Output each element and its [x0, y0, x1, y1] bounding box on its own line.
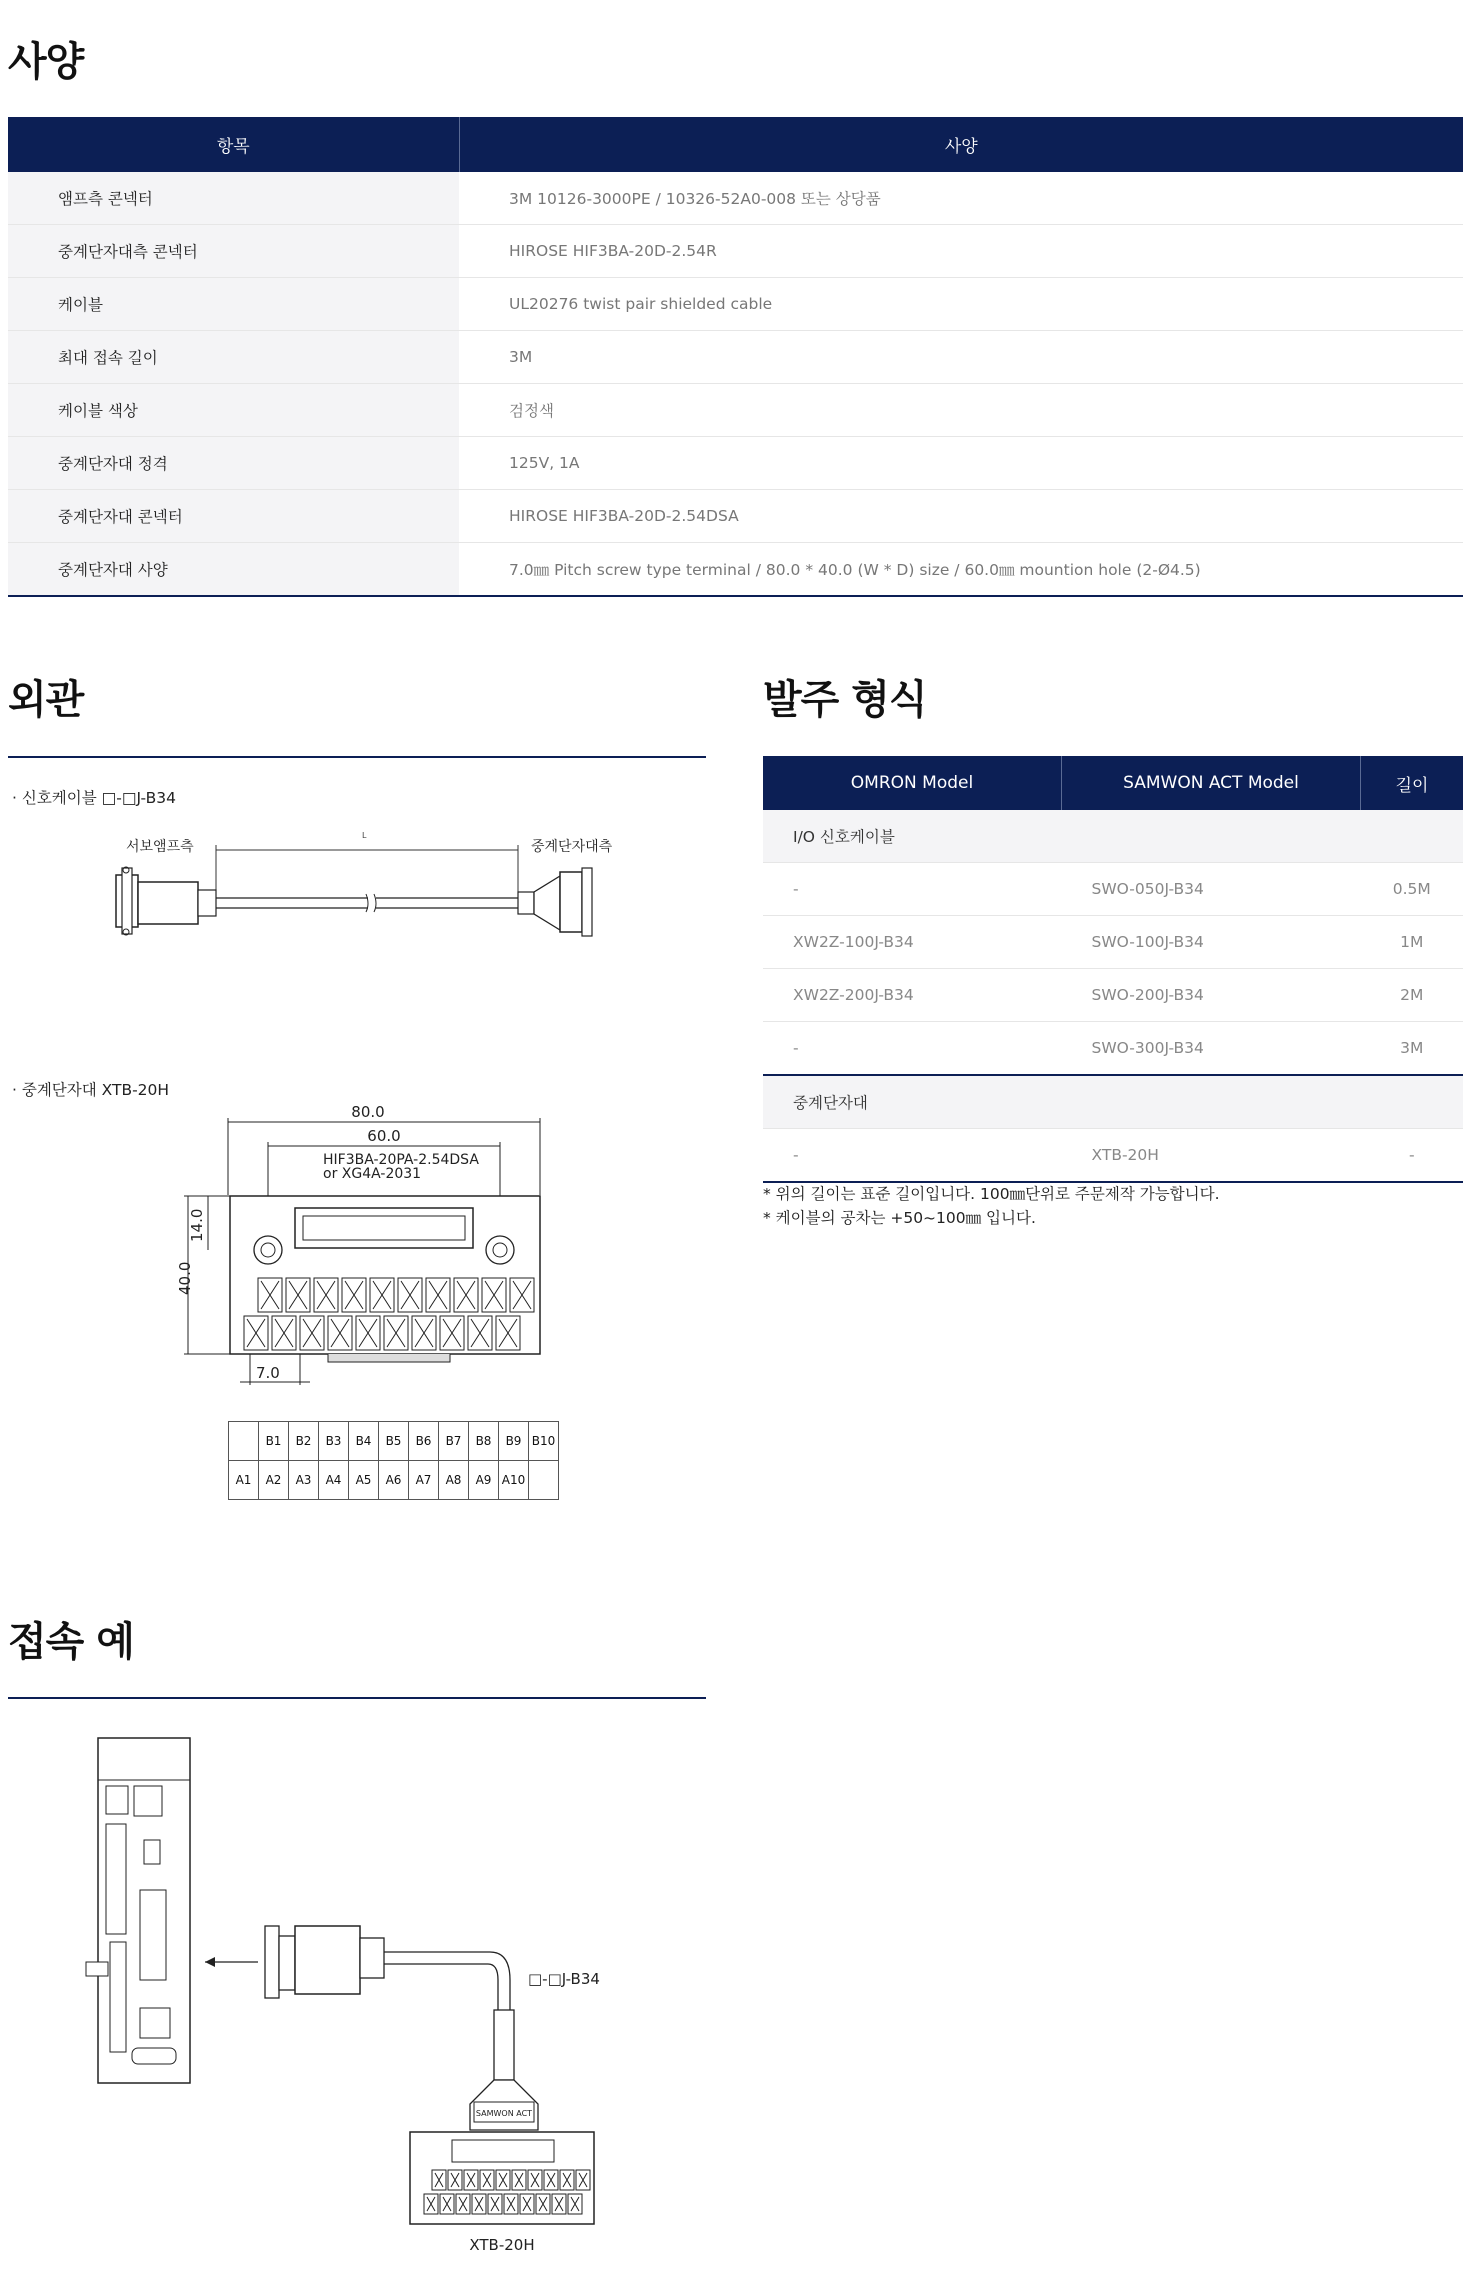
- dim-14: 14.0: [188, 1208, 206, 1242]
- order-title: 발주 형식: [763, 677, 927, 723]
- pin-cell: B5: [379, 1422, 409, 1461]
- connection-drawing: [60, 1730, 620, 2260]
- connection-title: 접속 예: [8, 1619, 134, 1665]
- pin-cell: B8: [469, 1422, 499, 1461]
- pin-cell: B3: [319, 1422, 349, 1461]
- group-row: [763, 1075, 1463, 1129]
- pin-cell: B9: [499, 1422, 529, 1461]
- table-row: [8, 490, 1463, 543]
- spec-table: [8, 117, 1463, 597]
- spec-key: 중계단자대측 콘넥터: [8, 225, 459, 278]
- length: -: [1361, 1129, 1464, 1183]
- samwon-model: SWO-200J-B34: [1062, 969, 1361, 1022]
- note-line: * 위의 길이는 표준 길이입니다. 100㎜단위로 주문제작 가능합니다.: [763, 1185, 1220, 1203]
- omron-model: -: [763, 1129, 1062, 1183]
- spec-value: 125V, 1A: [459, 437, 1463, 490]
- pin-cell: A6: [379, 1461, 409, 1500]
- samwon-model: SWO-300J-B34: [1062, 1022, 1361, 1076]
- order-notes: [763, 1182, 1220, 1230]
- spec-key: 중계단자대 사양: [8, 543, 459, 597]
- spec-key: 중계단자대 정격: [8, 437, 459, 490]
- conn-note-1: HIF3BA-20PA-2.54DSA: [323, 1152, 479, 1168]
- spec-value: 3M: [459, 331, 1463, 384]
- table-row: [8, 437, 1463, 490]
- table-row: [763, 969, 1463, 1022]
- table-row: [8, 331, 1463, 384]
- pin-cell: B4: [349, 1422, 379, 1461]
- pin-cell: A7: [409, 1461, 439, 1500]
- table-row: [8, 225, 1463, 278]
- group-label: 중계단자대: [763, 1075, 1463, 1129]
- block-model-label: XTB-20H: [469, 2236, 535, 2254]
- pin-cell: A5: [349, 1461, 379, 1500]
- appearance-title: 외관: [8, 677, 84, 723]
- pin-table: [228, 1421, 559, 1500]
- pin-cell: A3: [289, 1461, 319, 1500]
- spec-value: 7.0㎜ Pitch screw type terminal / 80.0 * 40.0 (W * D) size / 60.0㎜ mountion hole (2-Ø4.5): [459, 543, 1463, 597]
- dim-40: 40.0: [176, 1261, 194, 1295]
- connection-divider: [8, 1697, 706, 1699]
- pin-cell: B2: [289, 1422, 319, 1461]
- pin-cell: B1: [259, 1422, 289, 1461]
- omron-model: XW2Z-100J-B34: [763, 916, 1062, 969]
- term-side-label: 중계단자대측: [531, 839, 613, 855]
- samwon-model: XTB-20H: [1062, 1129, 1361, 1183]
- pin-cell: A2: [259, 1461, 289, 1500]
- omron-model: -: [763, 863, 1062, 916]
- pin-cell: B6: [409, 1422, 439, 1461]
- note-line: * 케이블의 공차는 +50~100㎜ 입니다.: [763, 1209, 1036, 1227]
- spec-value: HIROSE HIF3BA-20D-2.54DSA: [459, 490, 1463, 543]
- omron-model: -: [763, 1022, 1062, 1076]
- order-header-samwon: SAMWON ACT Model: [1062, 756, 1361, 810]
- pin-cell: A1: [229, 1461, 259, 1500]
- spec-value: UL20276 twist pair shielded cable: [459, 278, 1463, 331]
- pin-cell: A10: [499, 1461, 529, 1500]
- spec-key: 중계단자대 콘넥터: [8, 490, 459, 543]
- table-row: [763, 1022, 1463, 1076]
- spec-value: 3M 10126-3000PE / 10326-52A0-008 또는 상당품: [459, 172, 1463, 225]
- spec-value: 검정색: [459, 384, 1463, 437]
- pin-row-a: [229, 1461, 559, 1500]
- order-header-omron: OMRON Model: [763, 756, 1062, 810]
- pin-cell: B7: [439, 1422, 469, 1461]
- length-mark: L: [362, 831, 367, 840]
- pin-cell: B10: [529, 1422, 559, 1461]
- order-header-length: 길이: [1361, 756, 1464, 810]
- length: 2M: [1361, 969, 1464, 1022]
- dim-60: 60.0: [367, 1127, 401, 1145]
- pin-cell: A4: [319, 1461, 349, 1500]
- cable-model-label: □-□J-B34: [528, 1970, 600, 1988]
- group-label: I/O 신호케이블: [763, 810, 1463, 863]
- block-label: · 중계단자대 XTB-20H: [12, 1081, 170, 1099]
- table-row: [8, 278, 1463, 331]
- pin-cell: A9: [469, 1461, 499, 1500]
- dim-80: 80.0: [351, 1103, 385, 1121]
- length: 1M: [1361, 916, 1464, 969]
- table-row: [763, 916, 1463, 969]
- table-row: [763, 863, 1463, 916]
- dim-7: 7.0: [256, 1364, 280, 1382]
- table-row: [763, 1129, 1463, 1183]
- appearance-divider: [8, 756, 706, 758]
- terminal-block-drawing: [160, 1100, 560, 1400]
- spec-header-spec: 사양: [459, 117, 1463, 172]
- samwon-model: SWO-100J-B34: [1062, 916, 1361, 969]
- spec-key: 케이블 색상: [8, 384, 459, 437]
- table-row: [8, 384, 1463, 437]
- pin-cell: A8: [439, 1461, 469, 1500]
- group-row: [763, 810, 1463, 863]
- table-row: [8, 172, 1463, 225]
- spec-key: 앰프측 콘넥터: [8, 172, 459, 225]
- cable-drawing: [100, 820, 620, 960]
- conn-note-2: or XG4A-2031: [323, 1166, 422, 1182]
- spec-key: 최대 접속 길이: [8, 331, 459, 384]
- spec-title: 사양: [8, 39, 84, 85]
- brand-label: SAMWON ACT: [475, 2109, 533, 2118]
- cable-label: · 신호케이블 □-□J-B34: [12, 789, 176, 807]
- pin-row-b: [229, 1422, 559, 1461]
- samwon-model: SWO-050J-B34: [1062, 863, 1361, 916]
- spec-key: 케이블: [8, 278, 459, 331]
- omron-model: XW2Z-200J-B34: [763, 969, 1062, 1022]
- length: 0.5M: [1361, 863, 1464, 916]
- spec-header-item: 항목: [8, 117, 459, 172]
- length: 3M: [1361, 1022, 1464, 1076]
- spec-value: HIROSE HIF3BA-20D-2.54R: [459, 225, 1463, 278]
- table-row: [8, 543, 1463, 597]
- amp-side-label: 서보앰프측: [126, 839, 194, 855]
- order-table: [763, 756, 1463, 1183]
